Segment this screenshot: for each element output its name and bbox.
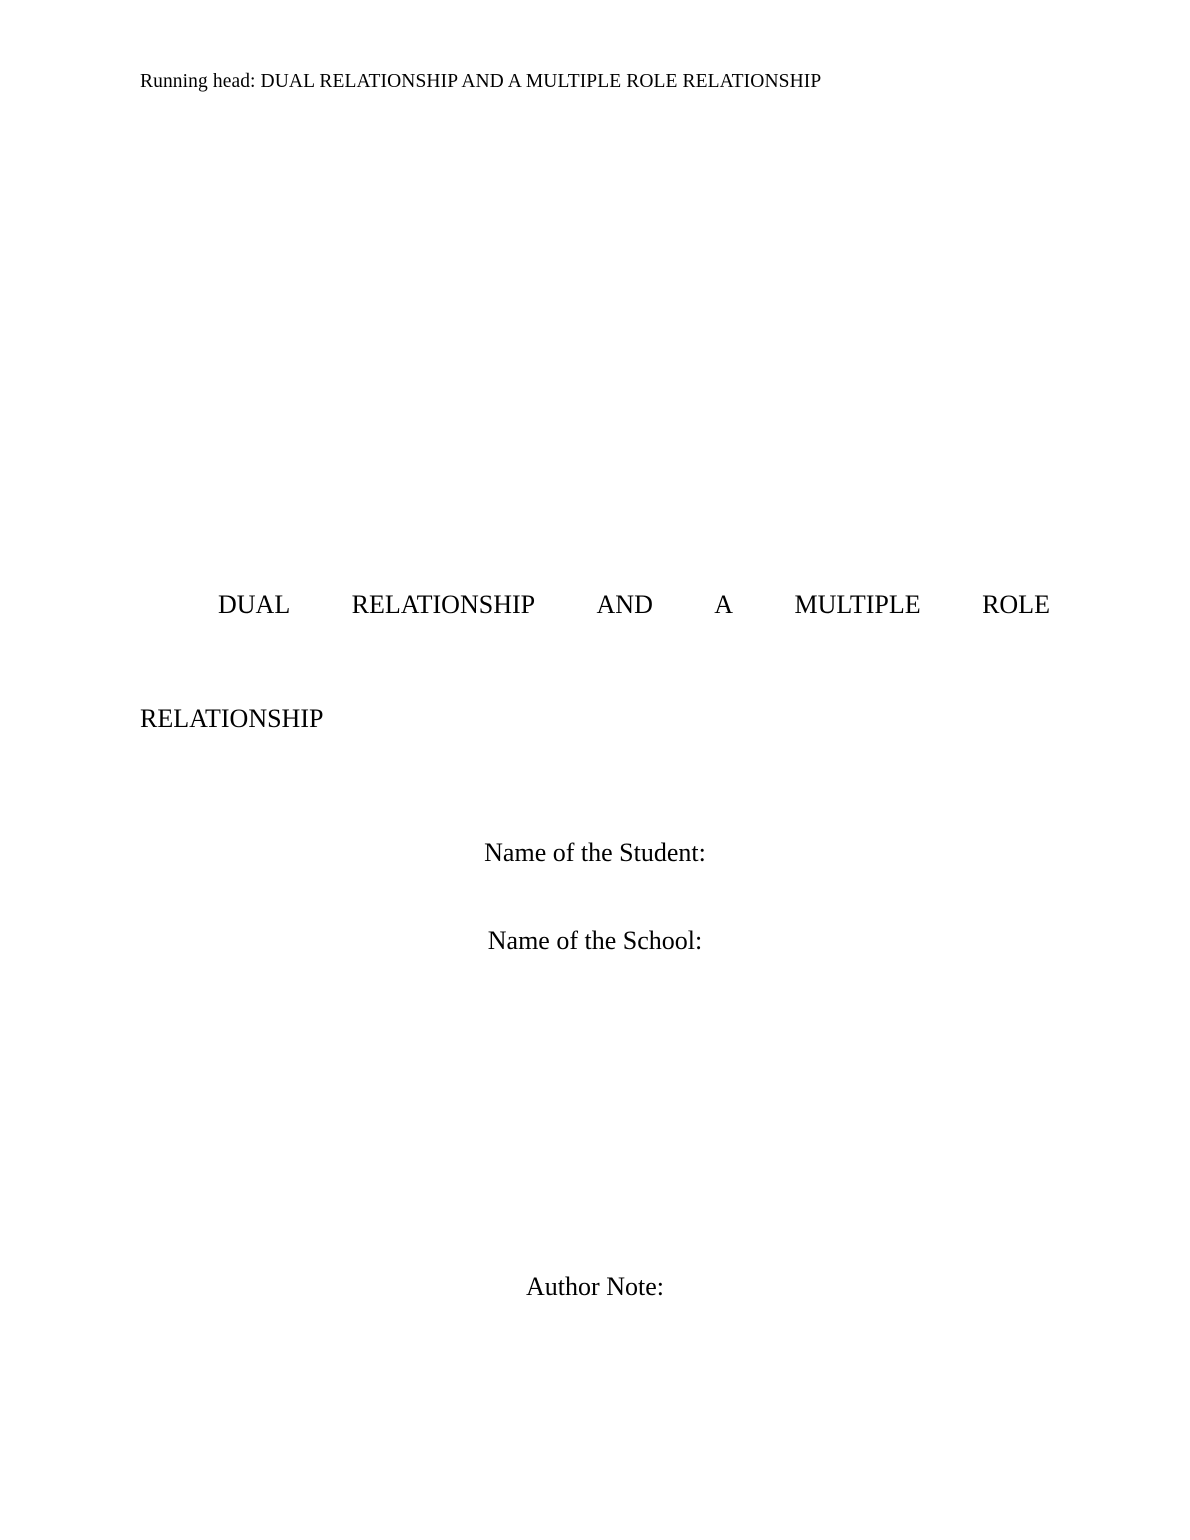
student-name-label: Name of the Student: [484, 838, 706, 867]
title-word: MULTIPLE [794, 590, 921, 619]
title-word: RELATIONSHIP [351, 590, 536, 619]
title-word: DUAL [218, 590, 291, 619]
title-line-2: RELATIONSHIP [140, 704, 324, 734]
school-name-line [140, 906, 1050, 976]
title-word: A [714, 590, 734, 619]
student-name-line [140, 818, 1050, 888]
author-note-line [140, 1252, 1050, 1322]
title-line-1 [140, 570, 1050, 640]
document-title [140, 570, 1050, 754]
running-head: Running head: DUAL RELATIONSHIP AND A MULTIPLE ROLE RELATIONSHIP [140, 71, 822, 92]
school-name-label: Name of the School: [487, 926, 703, 955]
author-note-label: Author Note: [526, 1272, 664, 1301]
title-word: ROLE [982, 590, 1050, 619]
title-word: AND [596, 590, 653, 619]
